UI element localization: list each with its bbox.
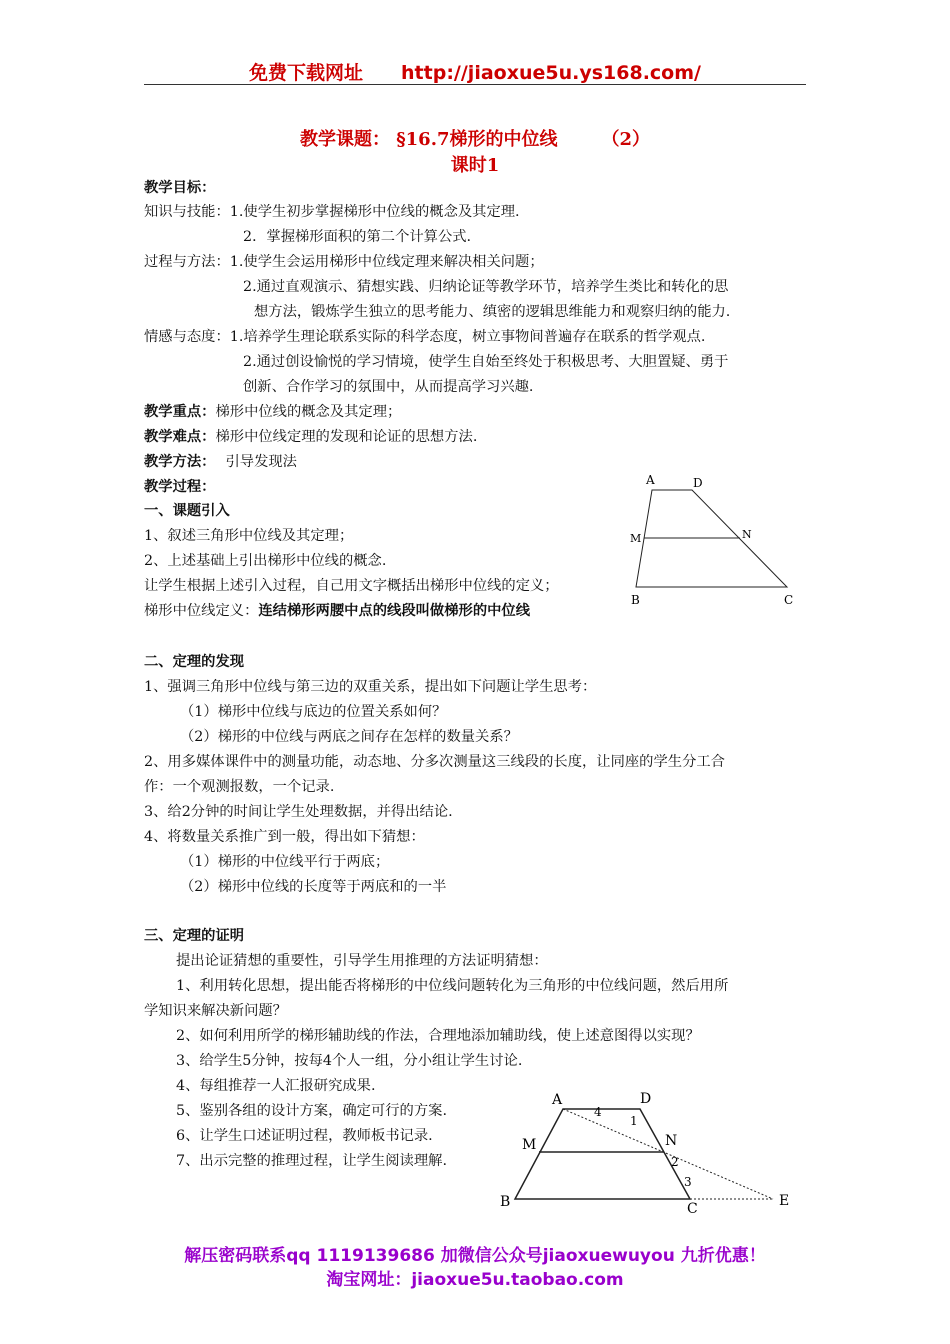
auxiliary-line-ae [563, 1109, 773, 1199]
angle-2: 2 [671, 1155, 679, 1169]
method-text: 引导发现法 [225, 454, 297, 470]
title-topic: §16.7梯形的中位线 [396, 129, 558, 150]
footer-shop-link[interactable]: 淘宝网址：jiaoxue5u.taobao.com [326, 1270, 624, 1290]
section3-line: 5、鉴别各组的设计方案，确定可行的方案. [176, 1103, 447, 1119]
section2-line: 4、将数量关系推广到一般，得出如下猜想： [144, 829, 425, 845]
method-label: 教学方法： [144, 454, 216, 470]
process-item: 2.通过直观演示、猜想实践、归纳论证等教学环节，培养学生类比和转化的思 [243, 279, 729, 295]
emotion-line-1 [144, 326, 705, 348]
title-part: （2） [601, 129, 651, 150]
section2-heading: 二、定理的发现 [144, 654, 245, 670]
angle-1: 1 [630, 1114, 638, 1128]
emotion-label: 情感与态度： [144, 329, 230, 345]
section2-line: 3、给2分钟的时间让学生处理数据，并得出结论. [144, 804, 453, 820]
label-c: C [784, 593, 794, 607]
knowledge-label: 知识与技能： [144, 204, 230, 220]
label-d: D [640, 1091, 652, 1107]
difficulty-text: 梯形中位线定理的发现和论证的思想方法. [215, 429, 478, 445]
title-label: 教学课题： [299, 129, 390, 150]
label-c: C [687, 1201, 698, 1215]
section3-line: 4、每组推荐一人汇报研究成果. [176, 1078, 376, 1094]
key-point-text: 梯形中位线的概念及其定理； [215, 404, 402, 420]
section1-heading: 一、课题引入 [144, 503, 230, 519]
definition-label: 梯形中位线定义： [144, 603, 259, 619]
section3-line: 3、给学生5分钟，按每4个人一组，分小组让学生讨论. [176, 1053, 523, 1069]
section1-line: 2、上述基础上引出梯形中位线的概念. [144, 553, 387, 569]
key-point-label: 教学重点： [144, 404, 216, 420]
process-heading: 教学过程： [144, 479, 216, 495]
trapezoid-figure-1 [622, 470, 802, 610]
session-title: 课时1 [450, 155, 500, 176]
label-d: D [693, 476, 703, 490]
label-b: B [631, 593, 640, 607]
knowledge-item: 2．掌握梯形面积的第二个计算公式. [243, 229, 472, 245]
process-item: 1.使学生会运用梯形中位线定理来解决相关问题； [229, 254, 544, 270]
emotion-item: 2.通过创设愉悦的学习情境，使学生自始至终处于积极思考、大胆置疑、勇于 [243, 354, 729, 370]
midline-definition [144, 600, 530, 622]
section1-line: 让学生根据上述引入过程，自己用文字概括出梯形中位线的定义； [144, 578, 559, 594]
knowledge-line-1 [144, 201, 520, 223]
section2-line: （1）梯形的中位线平行于两底； [180, 854, 390, 870]
label-n: N [665, 1133, 678, 1149]
trapezoid-abcd [515, 1109, 690, 1199]
section1-line: 1、叙述三角形中位线及其定理； [144, 528, 354, 544]
label-a: A [552, 1092, 563, 1108]
section3-line: 1、利用转化思想，提出能否将梯形的中位线问题转化为三角形的中位线问题，然后用所 [176, 978, 729, 994]
difficulty [144, 426, 477, 448]
section2-line: （2）梯形中位线的长度等于两底和的一半 [180, 879, 447, 895]
lesson-title [0, 125, 950, 151]
label-a: A [646, 473, 655, 487]
emotion-item: 1.培养学生理论联系实际的科学态度，树立事物间普遍存在联系的哲学观点. [229, 329, 706, 345]
process-item: 想方法，锻炼学生独立的思考能力、缜密的逻辑思维能力和观察归纳的能力. [254, 304, 731, 320]
section2-line: 1、强调三角形中位线与第三边的双重关系，提出如下问题让学生思考： [144, 679, 597, 695]
header-url-link[interactable]: http://jiaoxue5u.ys168.com/ [401, 62, 701, 84]
label-m: M [522, 1137, 537, 1153]
section2-line: 作：一个观测报数，一个记录. [144, 779, 335, 795]
header-label: 免费下载网址 [249, 62, 364, 84]
section3-line: 6、让学生口述证明过程，教师板书记录. [176, 1128, 433, 1144]
objectives-heading: 教学目标： [144, 180, 216, 196]
section3-heading: 三、定理的证明 [144, 928, 245, 944]
angle-4: 4 [594, 1105, 602, 1119]
process-line-1 [144, 251, 544, 273]
page-header [0, 58, 950, 85]
angle-3: 3 [684, 1175, 692, 1189]
footer-contact: 解压密码联系qq 1119139686 加微信公众号jiaoxuewuyou 九折优惠！ [184, 1246, 766, 1266]
section2-line: （2）梯形的中位线与两底之间存在怎样的数量关系？ [180, 729, 518, 745]
section3-line: 提出论证猜想的重要性，引导学生用推理的方法证明猜想： [176, 953, 548, 969]
process-label: 过程与方法： [144, 254, 230, 270]
label-m: M [630, 532, 642, 545]
label-n: N [742, 528, 752, 541]
section3-line: 7、出示完整的推理过程，让学生阅读理解. [176, 1153, 447, 1169]
section3-line: 学知识来解决新问题？ [144, 1003, 287, 1019]
header-rule [144, 84, 806, 85]
emotion-item: 创新、合作学习的氛围中，从而提高学习兴趣. [243, 379, 534, 395]
trapezoid-figure-2 [495, 1085, 800, 1215]
key-point [144, 401, 401, 423]
section2-line: 2、用多媒体课件中的测量功能，动态地、分多次测量这三线段的长度，让同座的学生分工合 [144, 754, 725, 770]
section2-line: （1）梯形中位线与底边的位置关系如何？ [180, 704, 447, 720]
definition-text: 连结梯形两腰中点的线段叫做梯形的中位线 [258, 603, 531, 619]
method [144, 451, 297, 473]
knowledge-item: 1.使学生初步掌握梯形中位线的概念及其定理. [229, 204, 520, 220]
difficulty-label: 教学难点： [144, 429, 216, 445]
label-b: B [500, 1194, 511, 1210]
section3-line: 2、如何利用所学的梯形辅助线的作法，合理地添加辅助线，使上述意图得以实现？ [176, 1028, 700, 1044]
label-e: E [779, 1193, 790, 1209]
